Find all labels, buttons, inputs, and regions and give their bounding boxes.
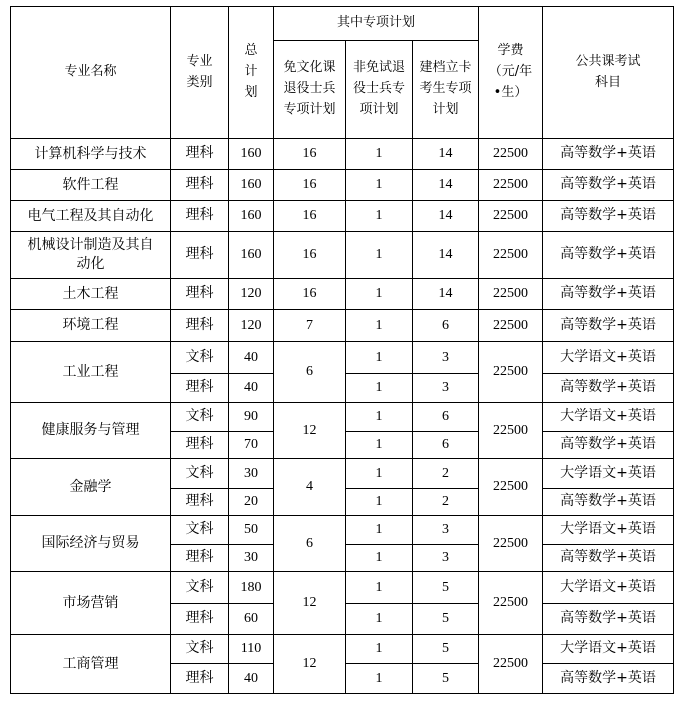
category-cell: 文科 — [171, 342, 229, 374]
special-2-cell: 1 — [346, 201, 413, 232]
table-row — [11, 342, 674, 374]
subjects-cell: 高等数学+英语 — [543, 664, 674, 694]
header-special-1: 免文化课退役士兵专项计划 — [274, 41, 346, 139]
subjects-cell: 大学语文+英语 — [543, 516, 674, 545]
special-1-cell: 7 — [274, 310, 346, 342]
subjects-cell: 高等数学+英语 — [543, 310, 674, 342]
special-3-cell: 3 — [413, 342, 479, 374]
tuition-cell: 22500 — [479, 635, 543, 694]
special-3-cell: 14 — [413, 232, 479, 279]
tuition-cell: 22500 — [479, 459, 543, 516]
special-2-cell: 1 — [346, 342, 413, 374]
total-plan-cell: 20 — [229, 489, 274, 516]
special-3-cell: 14 — [413, 279, 479, 310]
category-cell: 文科 — [171, 516, 229, 545]
subjects-cell: 大学语文+英语 — [543, 342, 674, 374]
major-name-cell: 工商管理 — [11, 635, 171, 694]
tuition-cell: 22500 — [479, 310, 543, 342]
special-2-cell: 1 — [346, 170, 413, 201]
category-cell: 理科 — [171, 432, 229, 459]
total-plan-cell: 120 — [229, 279, 274, 310]
category-cell: 理科 — [171, 170, 229, 201]
special-2-cell: 1 — [346, 374, 413, 403]
special-2-cell: 1 — [346, 232, 413, 279]
total-plan-cell: 160 — [229, 232, 274, 279]
tuition-cell: 22500 — [479, 232, 543, 279]
total-plan-cell: 60 — [229, 604, 274, 635]
category-cell: 文科 — [171, 459, 229, 489]
tuition-cell: 22500 — [479, 342, 543, 403]
special-1-cell: 16 — [274, 232, 346, 279]
special-3-cell: 14 — [413, 139, 479, 170]
category-cell: 理科 — [171, 604, 229, 635]
subjects-cell: 高等数学+英语 — [543, 545, 674, 572]
category-cell: 理科 — [171, 545, 229, 572]
special-3-cell: 3 — [413, 516, 479, 545]
special-3-cell: 5 — [413, 635, 479, 664]
tuition-cell: 22500 — [479, 279, 543, 310]
special-3-cell: 2 — [413, 459, 479, 489]
header-special-3: 建档立卡考生专项计划 — [413, 41, 479, 139]
tuition-cell: 22500 — [479, 516, 543, 572]
special-1-cell: 12 — [274, 403, 346, 459]
special-3-cell: 5 — [413, 604, 479, 635]
category-cell: 理科 — [171, 664, 229, 694]
total-plan-cell: 30 — [229, 459, 274, 489]
special-1-cell: 6 — [274, 342, 346, 403]
special-1-cell: 16 — [274, 279, 346, 310]
subjects-cell: 高等数学+英语 — [543, 201, 674, 232]
subjects-cell: 高等数学+英语 — [543, 432, 674, 459]
special-3-cell: 6 — [413, 403, 479, 432]
header-major-name: 专业名称 — [11, 7, 171, 139]
subjects-cell: 大学语文+英语 — [543, 459, 674, 489]
total-plan-cell: 160 — [229, 139, 274, 170]
table-row — [11, 232, 674, 279]
special-2-cell: 1 — [346, 604, 413, 635]
tuition-cell: 22500 — [479, 572, 543, 635]
category-cell: 理科 — [171, 489, 229, 516]
category-cell: 理科 — [171, 232, 229, 279]
special-3-cell: 6 — [413, 432, 479, 459]
tuition-cell: 22500 — [479, 201, 543, 232]
special-2-cell: 1 — [346, 516, 413, 545]
special-2-cell: 1 — [346, 635, 413, 664]
total-plan-cell: 120 — [229, 310, 274, 342]
category-cell: 理科 — [171, 139, 229, 170]
special-1-cell: 12 — [274, 635, 346, 694]
special-1-cell: 4 — [274, 459, 346, 516]
total-plan-cell: 40 — [229, 664, 274, 694]
total-plan-cell: 70 — [229, 432, 274, 459]
total-plan-cell: 30 — [229, 545, 274, 572]
total-plan-cell: 110 — [229, 635, 274, 664]
subjects-cell: 高等数学+英语 — [543, 279, 674, 310]
major-name-cell: 环境工程 — [11, 310, 171, 342]
major-name-cell: 工业工程 — [11, 342, 171, 403]
major-name-cell: 国际经济与贸易 — [11, 516, 171, 572]
total-plan-cell: 50 — [229, 516, 274, 545]
total-plan-cell: 160 — [229, 201, 274, 232]
special-2-cell: 1 — [346, 545, 413, 572]
special-1-cell: 16 — [274, 170, 346, 201]
major-name-cell: 健康服务与管理 — [11, 403, 171, 459]
total-plan-cell: 90 — [229, 403, 274, 432]
subjects-cell: 高等数学+英语 — [543, 489, 674, 516]
major-name-cell: 土木工程 — [11, 279, 171, 310]
table-row — [11, 403, 674, 432]
special-3-cell: 5 — [413, 572, 479, 604]
total-plan-cell: 160 — [229, 170, 274, 201]
special-3-cell: 5 — [413, 664, 479, 694]
special-3-cell: 3 — [413, 545, 479, 572]
category-cell: 文科 — [171, 403, 229, 432]
category-cell: 文科 — [171, 635, 229, 664]
table-row — [11, 635, 674, 664]
subjects-cell: 大学语文+英语 — [543, 635, 674, 664]
subjects-cell: 高等数学+英语 — [543, 374, 674, 403]
special-3-cell: 14 — [413, 170, 479, 201]
special-3-cell: 2 — [413, 489, 479, 516]
total-plan-cell: 40 — [229, 342, 274, 374]
special-2-cell: 1 — [346, 459, 413, 489]
category-cell: 理科 — [171, 310, 229, 342]
major-name-cell: 电气工程及其自动化 — [11, 201, 171, 232]
category-cell: 文科 — [171, 572, 229, 604]
major-name-cell: 软件工程 — [11, 170, 171, 201]
subjects-cell: 大学语文+英语 — [543, 572, 674, 604]
table-row — [11, 170, 674, 201]
special-1-cell: 16 — [274, 139, 346, 170]
special-2-cell: 1 — [346, 664, 413, 694]
header-total-plan: 总计划 — [229, 7, 274, 139]
table-row — [11, 572, 674, 604]
table-row — [11, 516, 674, 545]
category-cell: 理科 — [171, 279, 229, 310]
special-2-cell: 1 — [346, 403, 413, 432]
major-name-cell: 市场营销 — [11, 572, 171, 635]
tuition-cell: 22500 — [479, 403, 543, 459]
total-plan-cell: 180 — [229, 572, 274, 604]
special-2-cell: 1 — [346, 489, 413, 516]
major-name-cell: 金融学 — [11, 459, 171, 516]
table-row — [11, 201, 674, 232]
tuition-cell: 22500 — [479, 139, 543, 170]
major-name-cell: 机械设计制造及其自动化 — [11, 232, 171, 279]
enrollment-plan-table — [10, 6, 674, 694]
subjects-cell: 大学语文+英语 — [543, 403, 674, 432]
special-3-cell: 3 — [413, 374, 479, 403]
subjects-cell: 高等数学+英语 — [543, 170, 674, 201]
subjects-cell: 高等数学+英语 — [543, 232, 674, 279]
special-3-cell: 6 — [413, 310, 479, 342]
header-special-2: 非免试退役士兵专项计划 — [346, 41, 413, 139]
special-3-cell: 14 — [413, 201, 479, 232]
tuition-cell: 22500 — [479, 170, 543, 201]
table-row — [11, 459, 674, 489]
table-row — [11, 139, 674, 170]
special-2-cell: 1 — [346, 139, 413, 170]
subjects-cell: 高等数学+英语 — [543, 139, 674, 170]
category-cell: 理科 — [171, 201, 229, 232]
header-category: 专业类别 — [171, 7, 229, 139]
special-2-cell: 1 — [346, 310, 413, 342]
special-2-cell: 1 — [346, 432, 413, 459]
total-plan-cell: 40 — [229, 374, 274, 403]
table-row — [11, 310, 674, 342]
major-name-cell: 计算机科学与技术 — [11, 139, 171, 170]
special-1-cell: 6 — [274, 516, 346, 572]
special-1-cell: 12 — [274, 572, 346, 635]
category-cell: 理科 — [171, 374, 229, 403]
table-row — [11, 279, 674, 310]
header-subjects: 公共课考试科目 — [543, 7, 674, 139]
special-2-cell: 1 — [346, 572, 413, 604]
subjects-cell: 高等数学+英语 — [543, 604, 674, 635]
header-special-group: 其中专项计划 — [274, 7, 479, 41]
header-tuition: 学费（元/年 •生） — [479, 7, 543, 139]
special-2-cell: 1 — [346, 279, 413, 310]
special-1-cell: 16 — [274, 201, 346, 232]
